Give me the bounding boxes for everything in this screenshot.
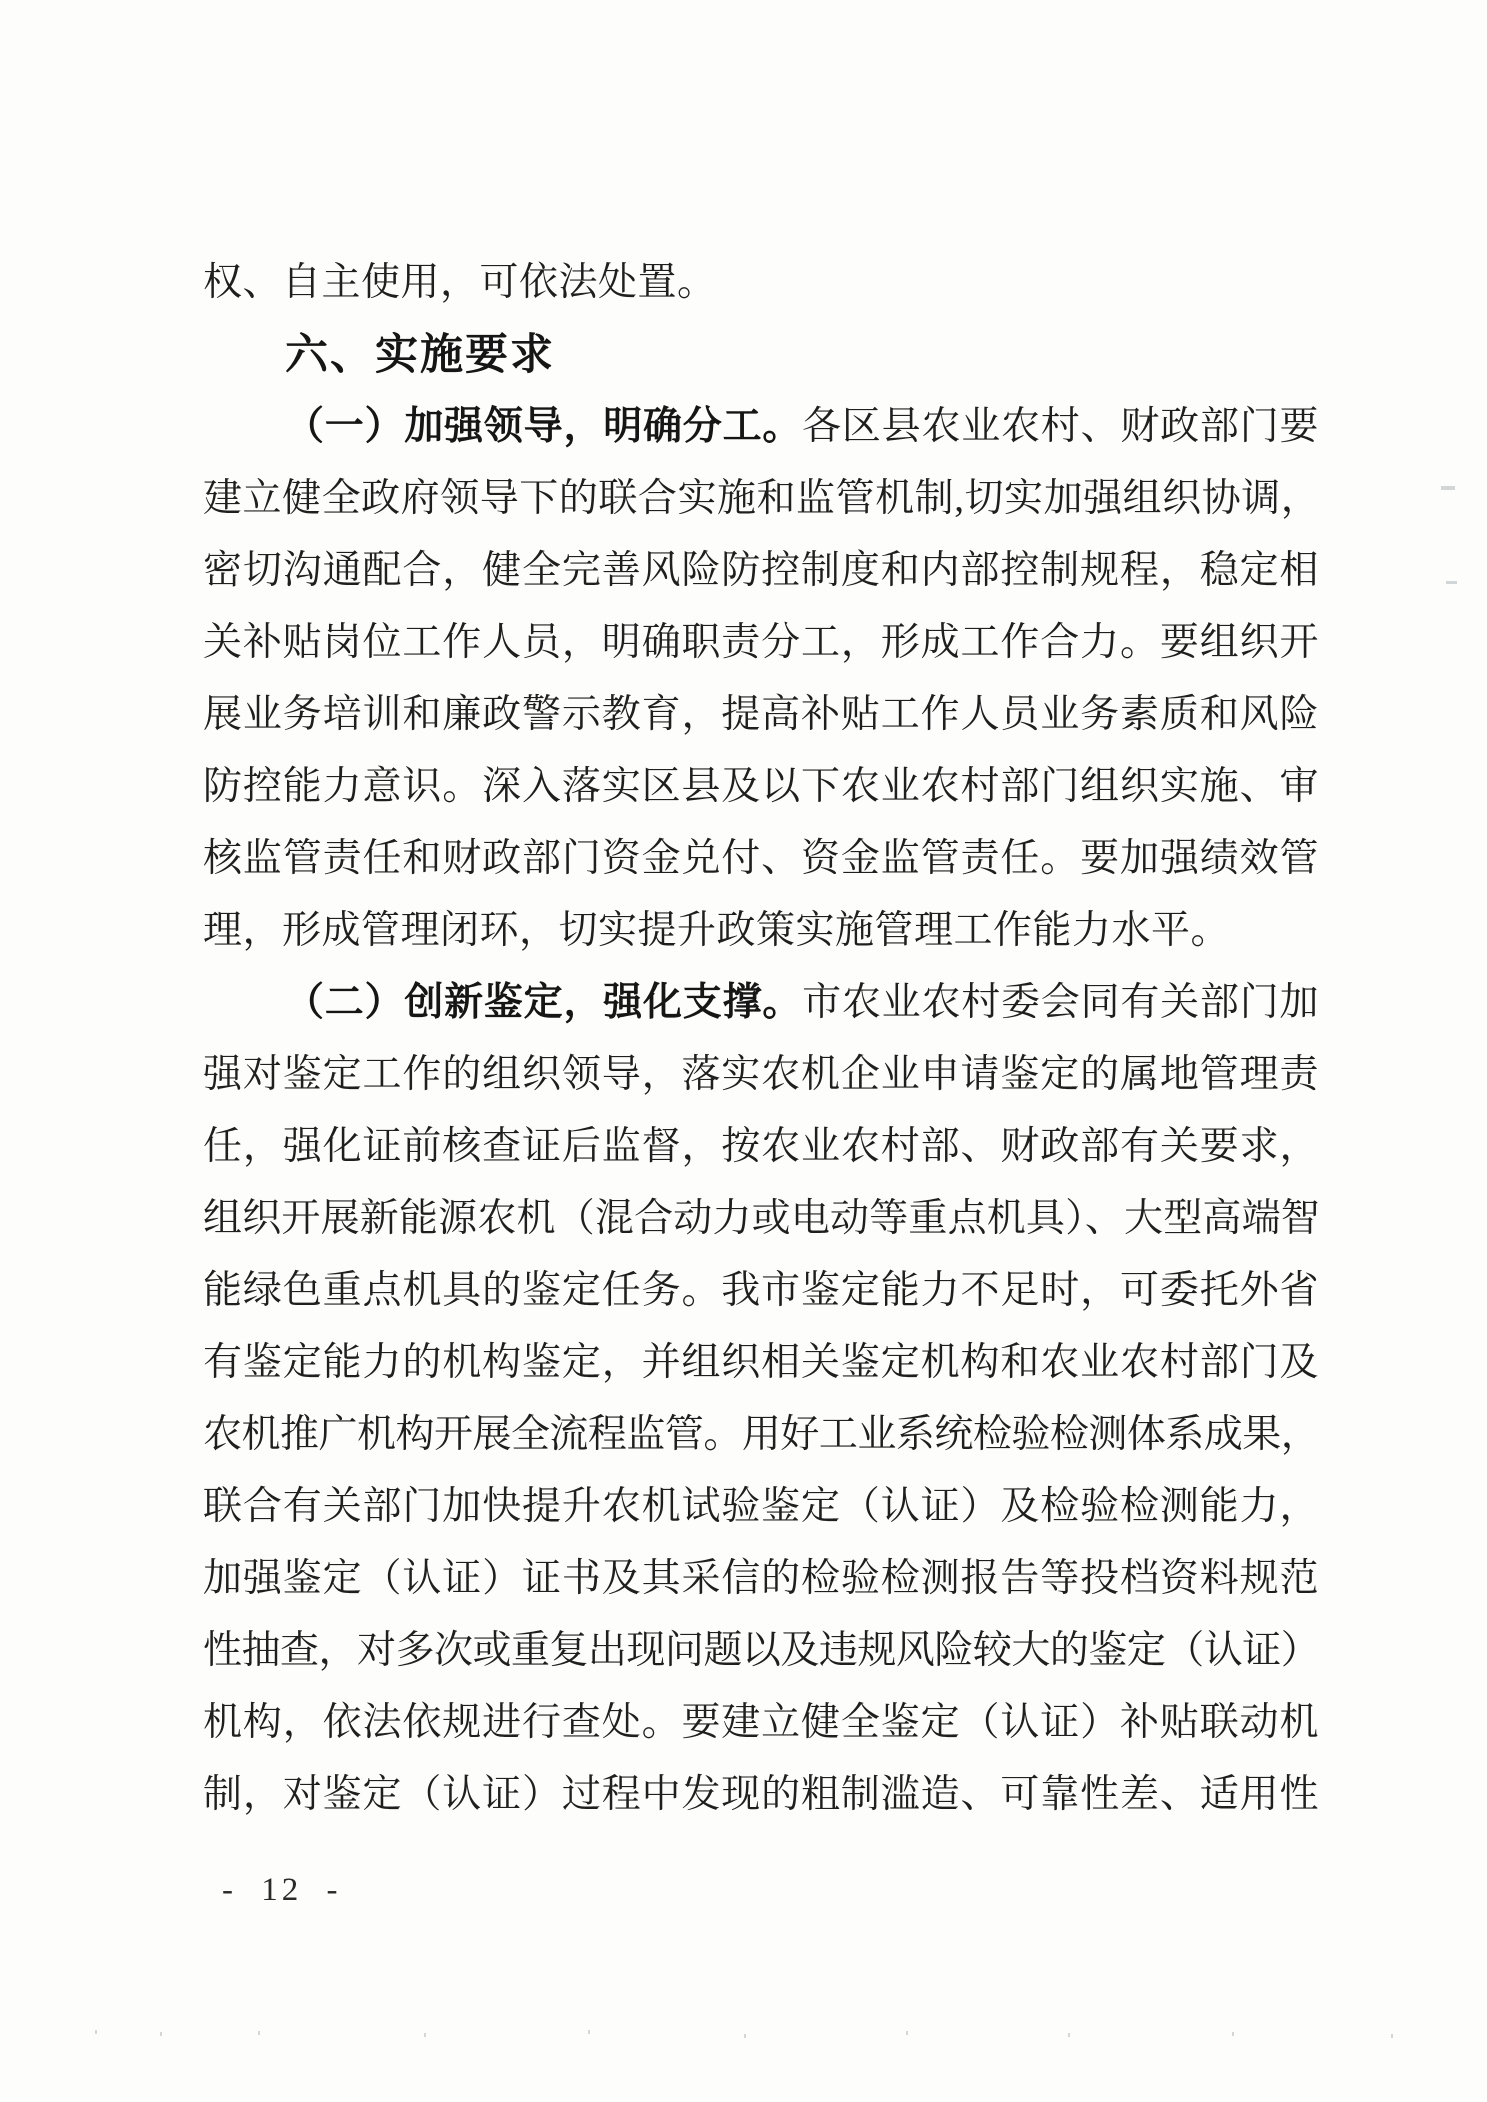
text-line <box>203 1255 1319 1327</box>
line-text: 加强鉴定（认证）证书及其采信的检验检测报告等投档资料规范 <box>203 1557 1319 1600</box>
scan-artifact <box>1441 486 1455 490</box>
text-line <box>203 1327 1319 1399</box>
text-line <box>203 1615 1319 1687</box>
line-text: 防控能力意识。深入落实区县及以下农业农村部门组织实施、审 <box>203 765 1319 808</box>
text-line <box>203 1183 1319 1255</box>
text-line <box>203 967 1319 1039</box>
line-text: 制，对鉴定（认证）过程中发现的粗制滥造、可靠性差、适用性 <box>203 1773 1319 1816</box>
text-line <box>203 823 1319 895</box>
text-line <box>203 1399 1319 1471</box>
line-text: 各区县农业农村、财政部门要 <box>802 405 1319 448</box>
text-line <box>203 679 1319 751</box>
bold-lead-text: （一）加强领导，明确分工。 <box>285 405 803 448</box>
line-text: 权、自主使用，可依法处置。 <box>203 261 717 304</box>
text-line <box>203 607 1319 679</box>
document-body <box>203 247 1319 1831</box>
text-line <box>203 1039 1319 1111</box>
page-number: - 12 - <box>222 1872 342 1908</box>
line-text: 关补贴岗位工作人员，明确职责分工，形成工作合力。要组织开 <box>203 621 1319 664</box>
text-line <box>203 1471 1319 1543</box>
text-line <box>203 535 1319 607</box>
line-text: 任，强化证前核查证后监督，按农业农村部、财政部有关要求， <box>203 1125 1319 1168</box>
text-line <box>203 1759 1319 1831</box>
line-text: 有鉴定能力的机构鉴定，并组织相关鉴定机构和农业农村部门及 <box>203 1341 1319 1384</box>
text-line <box>203 1687 1319 1759</box>
bold-lead-text: （二）创新鉴定，强化支撑。 <box>285 981 803 1024</box>
line-text: 建立健全政府领导下的联合实施和监管机制,切实加强组织协调， <box>203 477 1319 520</box>
section-heading <box>203 319 1319 391</box>
line-text: 性抽查，对多次或重复出现问题以及违规风险较大的鉴定（认证） <box>203 1629 1319 1672</box>
line-text: 市农业农村委会同有关部门加 <box>802 981 1319 1024</box>
text-line <box>203 391 1319 463</box>
line-text: 农机推广机构开展全流程监管。用好工业系统检验检测体系成果， <box>203 1413 1319 1456</box>
text-line <box>203 895 1319 967</box>
line-text: 组织开展新能源农机（混合动力或电动等重点机具）、大型高端智 <box>203 1197 1319 1240</box>
bold-lead-text: 六、实施要求 <box>285 331 555 379</box>
line-text: 核监管责任和财政部门资金兑付、资金监管责任。要加强绩效管 <box>203 837 1319 880</box>
line-text: 联合有关部门加快提升农机试验鉴定（认证）及检验检测能力， <box>203 1485 1319 1528</box>
text-line <box>203 247 1319 319</box>
line-text: 机构，依法依规进行查处。要建立健全鉴定（认证）补贴联动机 <box>203 1701 1319 1744</box>
text-line <box>203 751 1319 823</box>
text-line <box>203 463 1319 535</box>
line-text: 理，形成管理闭环，切实提升政策实施管理工作能力水平。 <box>203 909 1231 952</box>
text-line <box>203 1543 1319 1615</box>
line-text: 展业务培训和廉政警示教育，提高补贴工作人员业务素质和风险 <box>203 693 1319 736</box>
text-line <box>203 1111 1319 1183</box>
line-text: 密切沟通配合，健全完善风险防控制度和内部控制规程，稳定相 <box>203 549 1319 592</box>
line-text: 强对鉴定工作的组织领导，落实农机企业申请鉴定的属地管理责 <box>203 1053 1319 1096</box>
scan-artifact <box>1446 581 1457 584</box>
line-text: 能绿色重点机具的鉴定任务。我市鉴定能力不足时，可委托外省 <box>203 1269 1319 1312</box>
